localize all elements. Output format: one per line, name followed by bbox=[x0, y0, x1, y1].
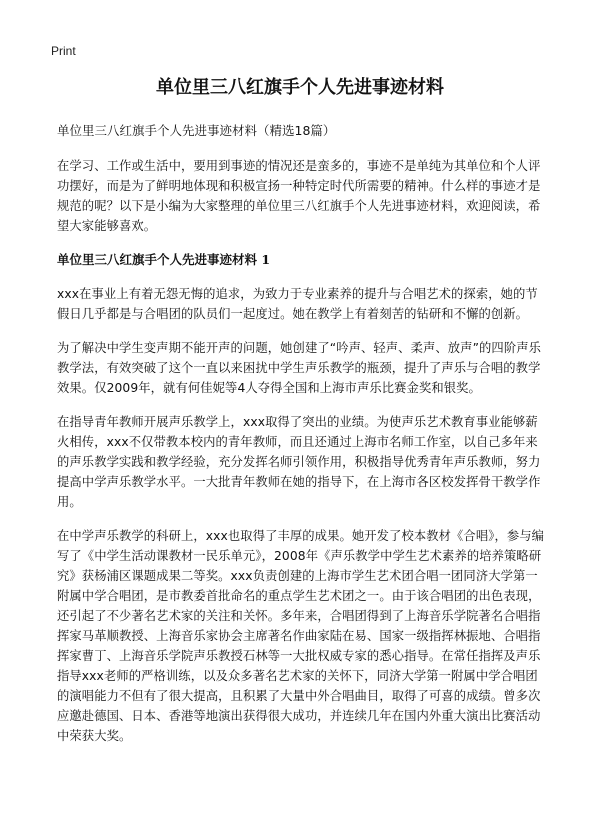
page-title: 单位里三八红旗手个人先进事迹材料 bbox=[156, 77, 444, 98]
body-paragraph: xxx在事业上有着无怨无悔的追求，为致力于专业素养的提升与合唱艺术的探索，她的节假日几乎都是与合唱团的队员们一起度过。她在教学上有着刻苦的钻研和不懈的创新。 bbox=[57, 287, 538, 321]
body-paragraph: 为了解决中学生变声期不能开声的问题，她创建了“吟声、轻声、柔声、放声”的四阶声乐教学法，有效突破了这个一直以来困扰中学生声乐教学的瓶颈，提升了声乐与合唱的教学效果。仅2009年，就有何佳妮等4人夺得全国和上海市声乐比赛金奖和银奖。 bbox=[57, 341, 542, 395]
intro-paragraph: 在学习、工作或生活中，要用到事迹的情况还是蛮多的，事迹不是单纯为其单位和个人评功摆好，而是为了鲜明地体现和积极宣扬一种特定时代所需要的精神。什么样的事迹才是规范的呢？以下是小编为大家整理的单位里三八红旗手个人先进事迹材料，欢迎阅读，希望大家能够喜欢。 bbox=[57, 159, 541, 233]
article-subtitle: 单位里三八红旗手个人先进事迹材料（精选18篇） bbox=[57, 123, 336, 138]
article-body bbox=[57, 121, 547, 760]
print-link[interactable]: Print bbox=[51, 44, 76, 58]
section-heading: 单位里三八红旗手个人先进事迹材料 1 bbox=[57, 252, 271, 267]
body-paragraph: 在指导青年教师开展声乐教学上，xxx取得了突出的业绩。为使声乐艺术教育事业能够薪火相传，xxx不仅带教本校内的青年教师，而且还通过上海市名师工作室，以自己多年来的声乐教学实践和教学经验，充分发挥名师引领作用，积极指导优秀青年声乐教师，努力提高中学声乐教学水平。一大批青年教师在她的指导下，在上海市各区校发挥骨干教学作用。 bbox=[57, 415, 541, 509]
body-paragraph: 在中学声乐教学的科研上，xxx也取得了丰厚的成果。她开发了校本教材《合唱》，参与编写了《中学生活动课教材一民乐单元》，2008年《声乐教学中学生艺术素养的培养策略研究》获杨浦区课题成果二等奖。xxx负责创建的上海市学生艺术团合唱一团同济大学第一附属中学合唱团，是市教委首批命名的重点学生艺术团之一。由于该合唱团的出色表现，还引起了不少著名艺术家的关注和关怀。多年来，合唱团得到了上海音乐学院著名合唱指挥家马革顺教授、上海音乐家协会主席著名作曲家陆在易、国家一级指挥林振地、合唱指挥家曹丁、上海音乐学院声乐教授石林等一大批权威专家的悉心指导。在常任指挥及声乐指导xxx老师的严格训练，以及众多著名艺术家的关怀下，同济大学第一附属中学合唱团的演唱能力不但有了很大提高，且积累了大量中外合唱曲目，取得了可喜的成绩。曾多次应邀赴德国、日本、香港等地演出获得很大成功，并连续几年在国内外重大演出比赛活动中荣获大奖。 bbox=[57, 529, 545, 743]
